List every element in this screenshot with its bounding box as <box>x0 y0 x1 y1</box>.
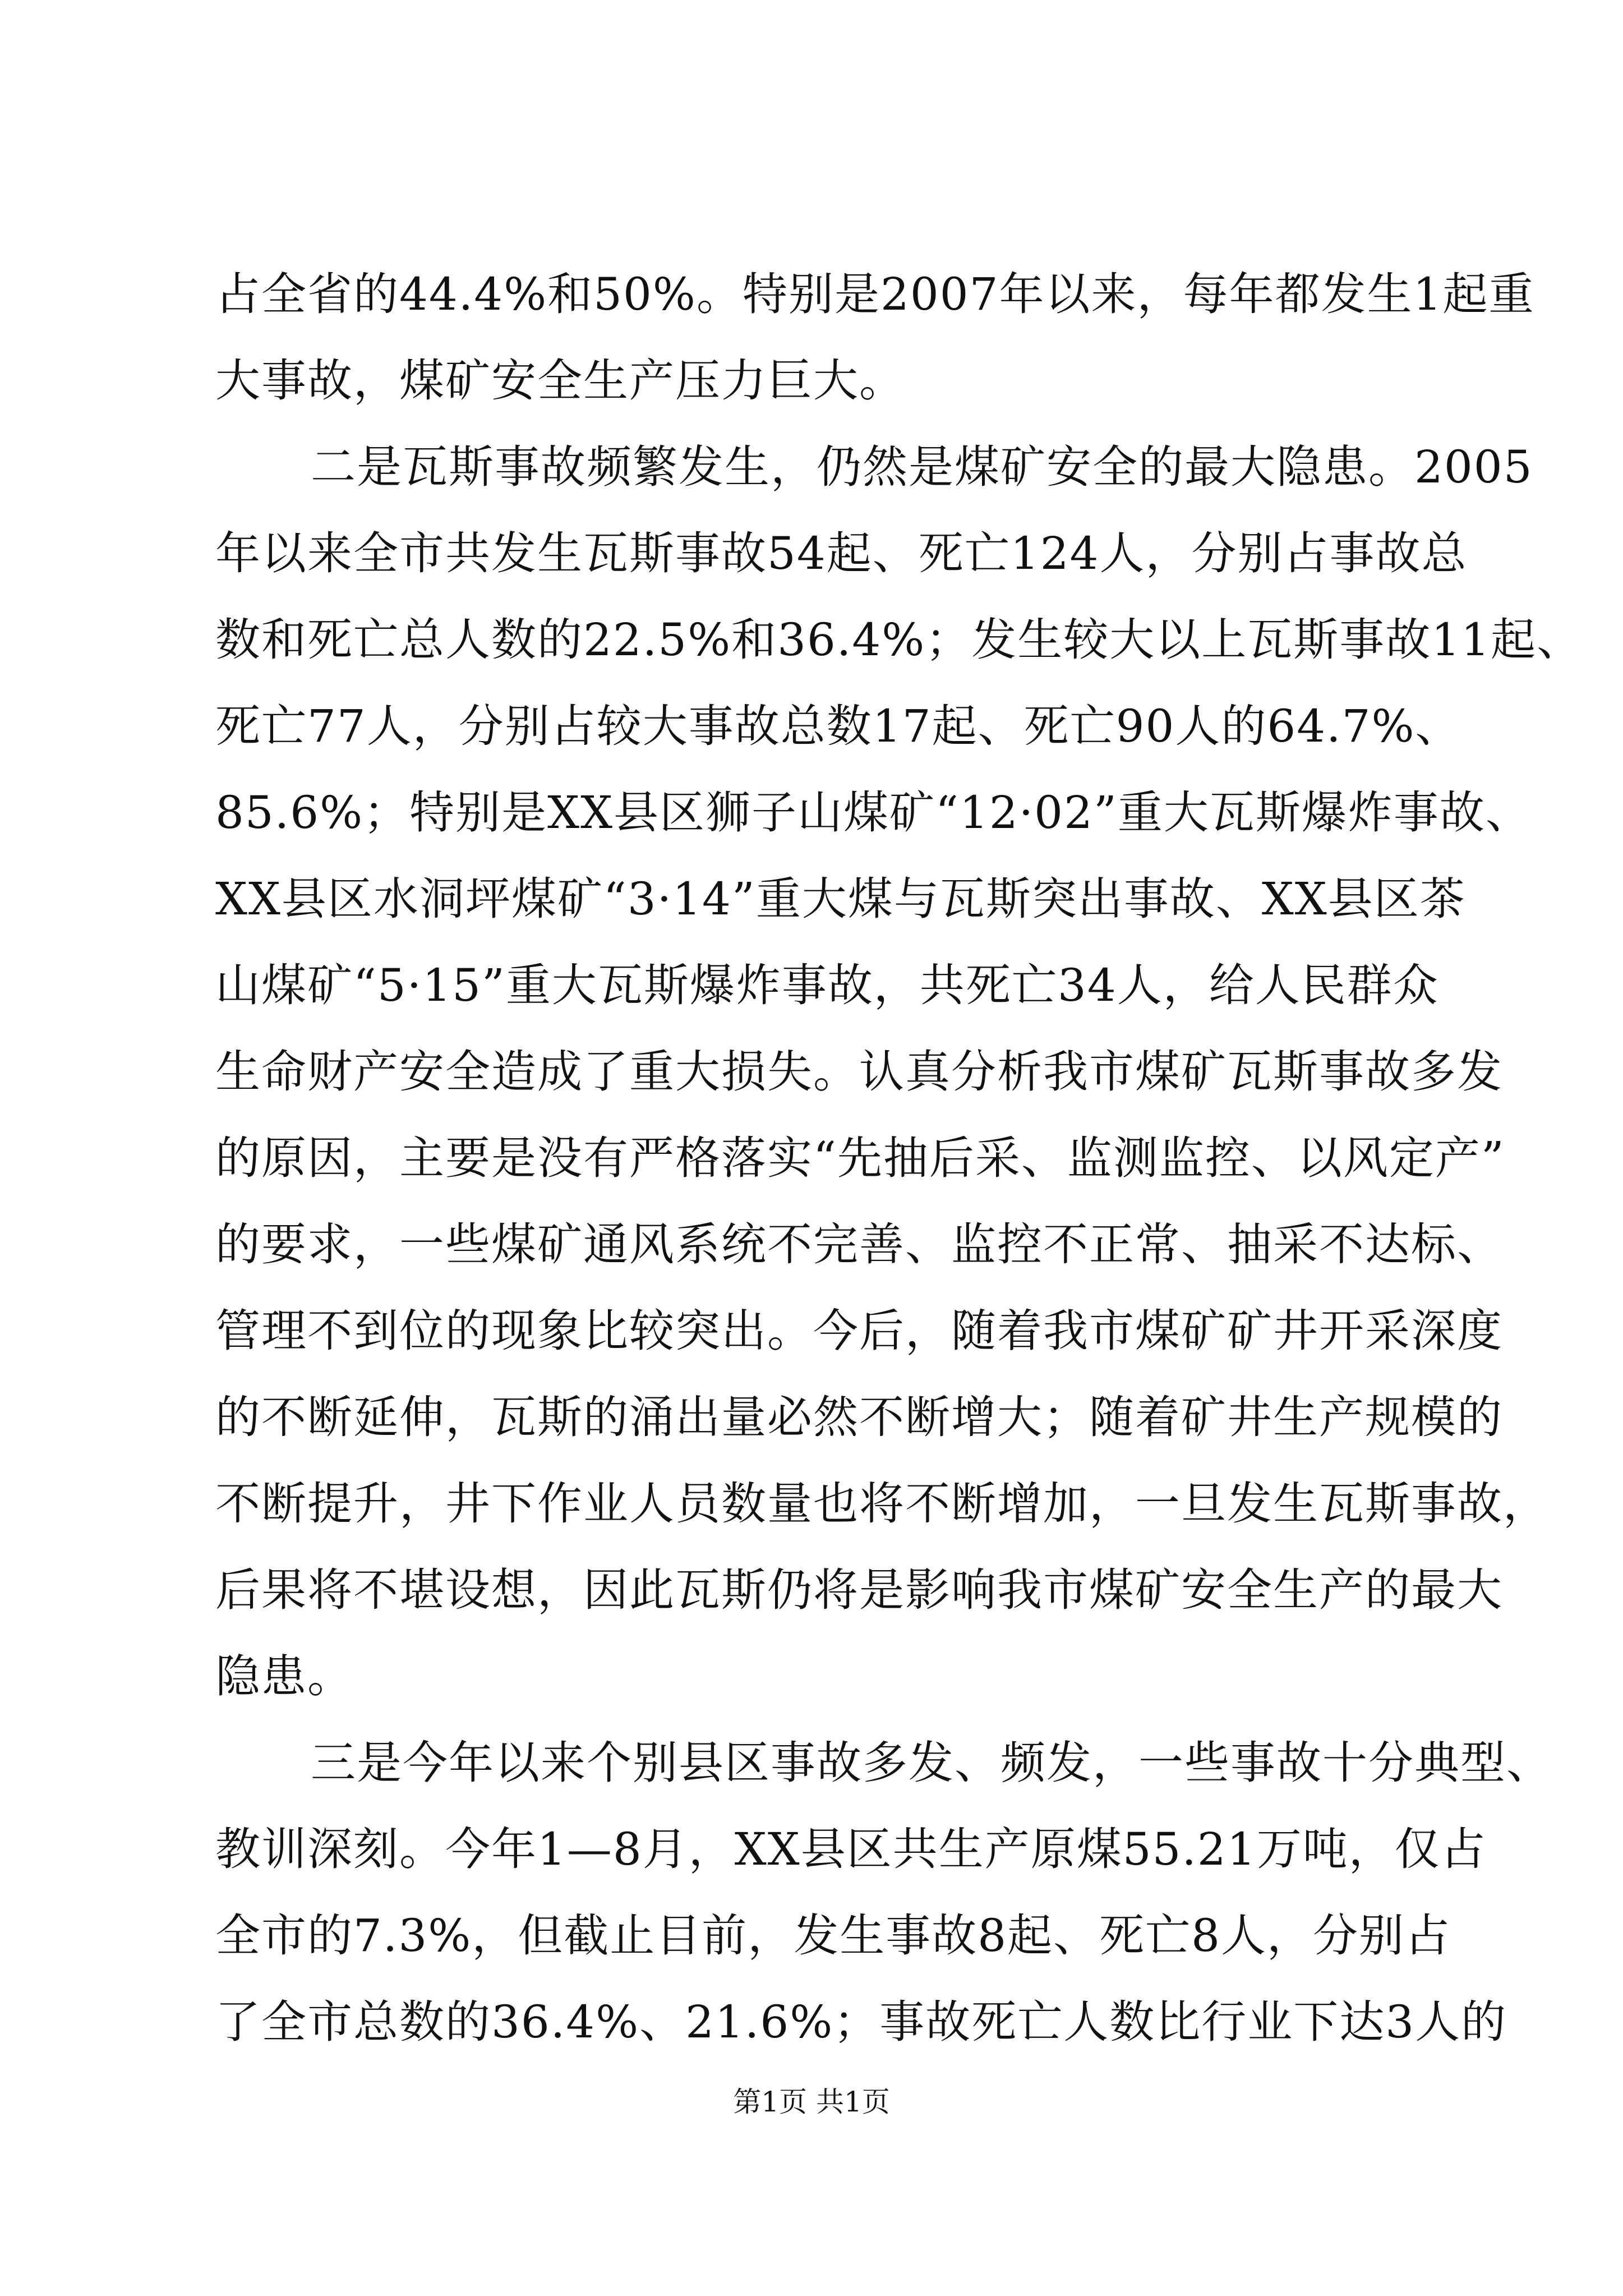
text-line: 大事故，煤矿安全生产压力巨大。 <box>215 355 905 407</box>
text-line: 了全市总数的36.4%、21.6%；事故死亡人数比行业下达3人的 <box>215 1996 1507 2048</box>
text-line: 教训深刻。今年1—8月，XX县区共生产原煤55.21万吨，仅占 <box>215 1823 1487 1875</box>
text-line: 后果将不堪设想，因此瓦斯仍将是影响我市煤矿安全生产的最大 <box>215 1564 1503 1616</box>
text-line: 数和死亡总人数的22.5%和36.4%；发生较大以上瓦斯事故11起、 <box>215 614 1583 666</box>
text-line: 管理不到位的现象比较突出。今后，随着我市煤矿矿井开采深度 <box>215 1305 1503 1357</box>
text-line: 不断提升，井下作业人员数量也将不断增加，一旦发生瓦斯事故， <box>215 1478 1549 1530</box>
text-line: 年以来全市共发生瓦斯事故54起、死亡124人，分别占事故总 <box>215 527 1468 579</box>
text-line: 的要求，一些煤矿通风系统不完善、监控不正常、抽采不达标、 <box>215 1218 1503 1271</box>
paragraph-2-start: 二是瓦斯事故频繁发生，仍然是煤矿安全的最大隐患。2005 <box>311 441 1533 493</box>
text-line: 的不断延伸，瓦斯的涌出量必然不断增大；随着矿井生产规模的 <box>215 1391 1503 1443</box>
text-line: 全市的7.3%，但截止目前，发生事故8起、死亡8人，分别占 <box>215 1910 1451 1962</box>
text-line: 隐患。 <box>215 1650 353 1703</box>
text-line: 生命财产安全造成了重大损失。认真分析我市煤矿瓦斯事故多发 <box>215 1046 1503 1098</box>
text-line: 占全省的44.4%和50%。特别是2007年以来，每年都发生1起重 <box>215 268 1535 320</box>
page-number: 第1页 共1页 <box>733 2086 890 2118</box>
paragraph-3-start: 三是今年以来个别县区事故多发、频发，一些事故十分典型、 <box>311 1737 1552 1789</box>
text-line: 死亡77人，分别占较大事故总数17起、死亡90人的64.7%、 <box>215 700 1461 752</box>
text-line: 的原因，主要是没有严格落实“先抽后采、监测监控、以风定产” <box>215 1132 1505 1184</box>
text-line: 85.6%；特别是XX县区狮子山煤矿“12·02”重大瓦斯爆炸事故、 <box>215 786 1532 839</box>
text-line: 山煤矿“5·15”重大瓦斯爆炸事故，共死亡34人，给人民群众 <box>215 959 1439 1011</box>
text-line: XX县区水洞坪煤矿“3·14”重大煤与瓦斯突出事故、XX县区茶 <box>215 873 1466 925</box>
